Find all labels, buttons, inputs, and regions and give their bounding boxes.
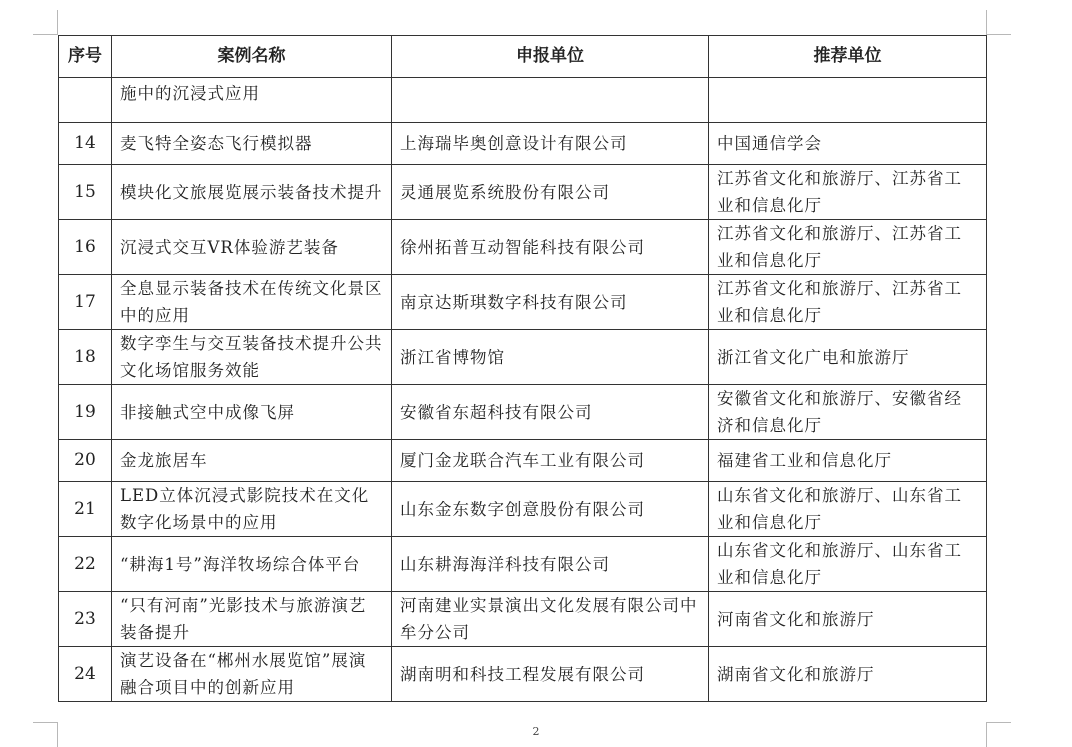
cell-no: 23 [59, 592, 112, 647]
cell-recommender: 中国通信学会 [709, 123, 987, 165]
cell-no: 18 [59, 330, 112, 385]
cell-case-name: 非接触式空中成像飞屏 [112, 385, 392, 440]
cell-case-name: “耕海1号”海洋牧场综合体平台 [112, 537, 392, 592]
cell-recommender: 安徽省文化和旅游厅、安徽省经济和信息化厅 [709, 385, 987, 440]
cell-recommender: 河南省文化和旅游厅 [709, 592, 987, 647]
table-row [59, 165, 987, 220]
case-table [58, 35, 987, 702]
table-row [59, 220, 987, 275]
table-row [59, 440, 987, 482]
cell-no: 22 [59, 537, 112, 592]
table-header-row [59, 36, 987, 78]
cell-case-name: 施中的沉浸式应用 [112, 78, 392, 123]
cell-recommender: 浙江省文化广电和旅游厅 [709, 330, 987, 385]
cell-no: 16 [59, 220, 112, 275]
table-row [59, 275, 987, 330]
cell-case-name: “只有河南”光影技术与旅游演艺装备提升 [112, 592, 392, 647]
cell-applicant: 山东耕海海洋科技有限公司 [392, 537, 709, 592]
cell-applicant: 湖南明和科技工程发展有限公司 [392, 647, 709, 702]
crop-mark-top-left [33, 10, 58, 35]
header-case-name: 案例名称 [112, 36, 392, 78]
cell-no: 20 [59, 440, 112, 482]
header-no: 序号 [59, 36, 112, 78]
cell-applicant: 安徽省东超科技有限公司 [392, 385, 709, 440]
cell-recommender: 江苏省文化和旅游厅、江苏省工业和信息化厅 [709, 165, 987, 220]
cell-case-name: 模块化文旅展览展示装备技术提升 [112, 165, 392, 220]
table-row [59, 123, 987, 165]
cell-recommender: 江苏省文化和旅游厅、江苏省工业和信息化厅 [709, 275, 987, 330]
cell-recommender: 山东省文化和旅游厅、山东省工业和信息化厅 [709, 537, 987, 592]
cell-no: 14 [59, 123, 112, 165]
cell-case-name: 全息显示装备技术在传统文化景区中的应用 [112, 275, 392, 330]
page-number: 2 [532, 725, 540, 738]
table-row [59, 330, 987, 385]
header-recommender: 推荐单位 [709, 36, 987, 78]
cell-recommender: 福建省工业和信息化厅 [709, 440, 987, 482]
cell-recommender: 山东省文化和旅游厅、山东省工业和信息化厅 [709, 482, 987, 537]
cell-applicant: 南京达斯琪数字科技有限公司 [392, 275, 709, 330]
cell-recommender [709, 78, 987, 123]
table-row [59, 592, 987, 647]
cell-applicant: 徐州拓普互动智能科技有限公司 [392, 220, 709, 275]
cell-case-name: 沉浸式交互VR体验游艺装备 [112, 220, 392, 275]
cell-no: 24 [59, 647, 112, 702]
cell-applicant: 浙江省博物馆 [392, 330, 709, 385]
cell-recommender: 湖南省文化和旅游厅 [709, 647, 987, 702]
cell-no: 15 [59, 165, 112, 220]
cell-applicant: 厦门金龙联合汽车工业有限公司 [392, 440, 709, 482]
cell-applicant: 上海瑞毕奥创意设计有限公司 [392, 123, 709, 165]
table-row [59, 537, 987, 592]
crop-mark-top-right [986, 10, 1011, 35]
table-row [59, 482, 987, 537]
table-row [59, 385, 987, 440]
cell-no: 19 [59, 385, 112, 440]
table-row [59, 647, 987, 702]
cell-case-name: 麦飞特全姿态飞行模拟器 [112, 123, 392, 165]
cell-applicant: 灵通展览系统股份有限公司 [392, 165, 709, 220]
cell-case-name: LED立体沉浸式影院技术在文化数字化场景中的应用 [112, 482, 392, 537]
cell-case-name: 金龙旅居车 [112, 440, 392, 482]
cell-applicant: 山东金东数字创意股份有限公司 [392, 482, 709, 537]
cell-recommender: 江苏省文化和旅游厅、江苏省工业和信息化厅 [709, 220, 987, 275]
cell-case-name: 数字孪生与交互装备技术提升公共文化场馆服务效能 [112, 330, 392, 385]
cell-applicant: 河南建业实景演出文化发展有限公司中牟分公司 [392, 592, 709, 647]
table-row-continued [59, 78, 987, 123]
cell-no: 17 [59, 275, 112, 330]
cell-no [59, 78, 112, 123]
header-applicant: 申报单位 [392, 36, 709, 78]
cell-applicant [392, 78, 709, 123]
cell-no: 21 [59, 482, 112, 537]
cell-case-name: 演艺设备在“郴州水展览馆”展演融合项目中的创新应用 [112, 647, 392, 702]
